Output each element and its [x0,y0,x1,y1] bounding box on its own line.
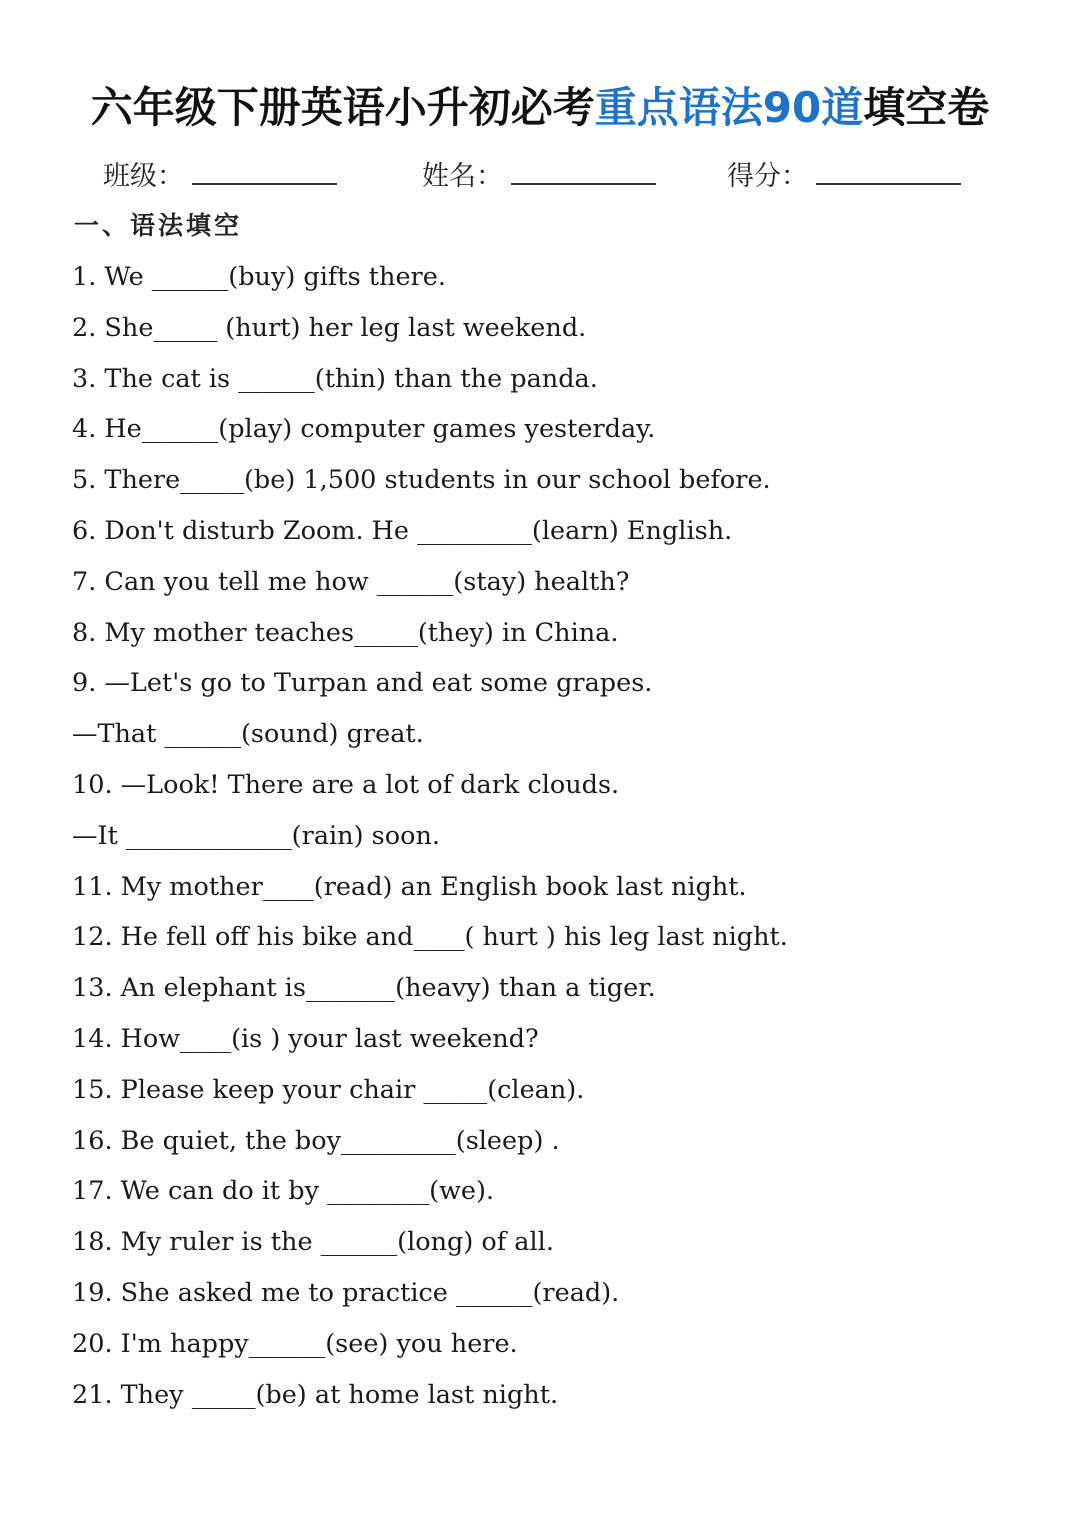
question-line: 10. —Look! There are a lot of dark clouds. [72,769,620,800]
question-line: 12. He fell off his bike and____( hurt ) his leg last night. [72,922,788,953]
question-line: —It _____________(rain) soon. [72,820,440,851]
score-field [727,154,961,193]
question-line: 5. There_____(be) 1,500 students in our school before. [72,465,771,496]
class-field [103,154,337,193]
question-line: 6. Don't disturb Zoom. He _________(learn) English. [72,515,733,546]
question-line: 21. They _____(be) at home last night. [72,1379,559,1410]
question-line: 7. Can you tell me how ______(stay) health? [72,566,630,597]
question-list [72,255,1012,1423]
score-blank[interactable] [816,157,961,185]
class-blank[interactable] [192,157,337,185]
question-line: 3. The cat is ______(thin) than the panda. [72,363,598,394]
question-line: 20. I'm happy______(see) you here. [72,1328,518,1359]
student-info-row [0,148,1080,198]
score-label: 得分： [727,161,808,192]
name-field [422,154,656,193]
title-part-3: 填空卷 [863,83,990,132]
question-line: 15. Please keep your chair _____(clean). [72,1074,585,1105]
question-line: 19. She asked me to practice ______(read). [72,1277,620,1308]
question-line: 17. We can do it by ________(we). [72,1176,495,1207]
question-line: 13. An elephant is_______(heavy) than a tiger. [72,973,656,1004]
question-line: —That ______(sound) great. [72,719,424,750]
question-line: 14. How____(is ) your last weekend? [72,1023,539,1054]
name-blank[interactable] [511,157,656,185]
question-line: 1. We ______(buy) gifts there. [72,262,446,292]
question-line: 2. She_____ (hurt) her leg last weekend. [72,312,587,343]
page-title [0,80,1080,136]
class-label: 班级： [103,161,184,192]
title-part-1: 六年级下册英语小升初必考 [90,83,595,132]
title-highlight: 重点语法90道 [594,83,864,132]
question-line: 4. He______(play) computer games yesterday. [72,414,656,445]
name-label: 姓名： [422,161,503,192]
section-heading: 一、语法填空 [74,211,243,240]
question-line: 16. Be quiet, the boy_________(sleep) . [72,1125,560,1156]
question-line: 9. —Let's go to Turpan and eat some grapes. [72,668,653,699]
question-line: 18. My ruler is the ______(long) of all. [72,1227,554,1258]
question-line: 8. My mother teaches_____(they) in China. [72,617,619,648]
question-line: 11. My mother____(read) an English book last night. [72,871,747,902]
